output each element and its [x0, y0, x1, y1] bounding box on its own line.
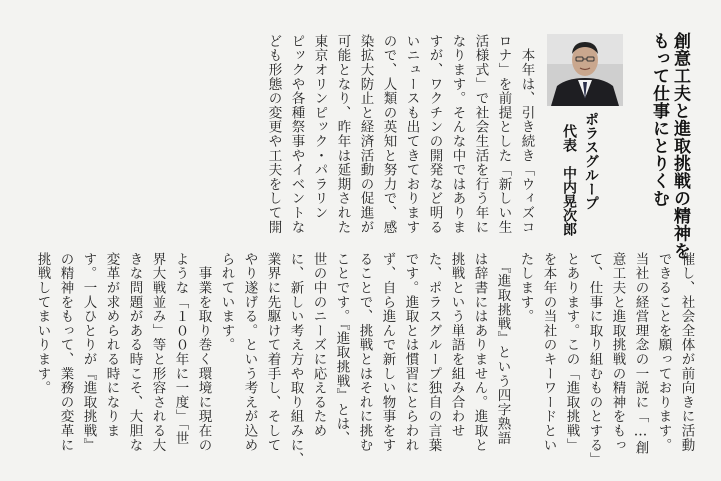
- lower-body-line: を本年の当社のキーワードとい: [540, 252, 557, 453]
- upper-body-line: なります。そんな中ではありま: [449, 34, 466, 235]
- lower-body-line: ことです。『進取挑戦』とは、: [333, 252, 350, 446]
- upper-body-line: いニュースも出てきております: [403, 34, 420, 235]
- lower-body-line: きな問題がある時こそ、大胆な: [126, 252, 143, 453]
- upper-body-line: 可能となり、昨年は延期された: [334, 34, 351, 235]
- upper-body-line: ので、人類の英知と努力で、感: [380, 34, 397, 235]
- lower-body-line: 世の中のニーズに応えるため: [310, 252, 327, 438]
- lower-body-line: ような「１００年に一度」「世: [172, 252, 189, 446]
- lower-body-line: 当社の経営理念の一説に「…創: [632, 252, 649, 455]
- lower-body-line: の精神をもって、業務の変革に: [57, 252, 74, 453]
- upper-body-line: 染拡大防止と経済活動の促進が: [357, 34, 374, 235]
- lower-body-line: す。一人ひとりが『進取挑戦』: [80, 252, 97, 453]
- lower-body-line: 催し、社会全体が前向きに活動: [678, 252, 695, 453]
- lower-body-line: られています。: [218, 252, 235, 353]
- lower-body-line: たします。: [517, 252, 534, 324]
- lower-body-line: 事業を取り巻く環境に現在の: [195, 252, 212, 453]
- lower-body-line: 挑戦という単語を組み合わせ: [448, 252, 465, 438]
- lower-body-line: です。進取とは慣習にとらわれ: [402, 252, 419, 453]
- lower-body-line: 『進取挑戦』という四字熟語: [494, 252, 511, 446]
- lower-body-line: に、新しい考え方や取り組みに、: [287, 252, 304, 467]
- upper-body-line: 活様式」で社会生活を行う年に: [472, 34, 489, 235]
- upper-body-line: 本年は、引き続き「ウィズコ: [518, 34, 535, 235]
- lower-body-line: やり遂げる。という考えが込め: [241, 252, 258, 453]
- lower-body-line: できることを願っております。: [655, 252, 672, 453]
- article-title-line-1: 創意工夫と進取挑戦の精神を: [670, 32, 690, 260]
- portrait-graphic: [547, 34, 623, 106]
- lower-body-line: 業界に先駆けて着手し、そして: [264, 252, 281, 453]
- lower-body-line: た、ポラスグループ独自の言葉: [425, 252, 442, 453]
- lower-body-line: 変革が求められる時になりま: [103, 252, 120, 438]
- upper-body-line: すが、ワクチンの開発など明る: [426, 34, 443, 235]
- lower-body-line: とあります。この「進取挑戦」: [563, 252, 580, 453]
- upper-body-line: ピックや各種祭事やイベントな: [288, 34, 305, 235]
- lower-body-line: て、仕事に取り組むものとする」: [586, 252, 603, 467]
- author-company: ポラスグループ: [583, 112, 599, 210]
- author-portrait: [547, 34, 623, 106]
- article-title-line-2: もって仕事にとりくむ: [649, 32, 669, 207]
- lower-body-line: ることで、挑戦とはそれに挑む: [356, 252, 373, 453]
- upper-body-line: ども形態の変更や工夫をして開: [265, 34, 282, 235]
- lower-body-line: 挑戦してまいります。: [34, 252, 51, 395]
- lower-body-line: ず、自ら進んで新しい物事をす: [379, 252, 396, 453]
- lower-body-line: は辞書にはありません。進取と: [471, 252, 488, 453]
- upper-body-line: ロナ」を前提とした「新しい生: [495, 34, 512, 235]
- author-name: 代表 中内晃次郎: [561, 124, 577, 236]
- lower-body-line: 意工夫と進取挑戦の精神をもっ: [609, 252, 626, 453]
- upper-body-line: 東京オリンピック・パラリン: [311, 34, 328, 220]
- lower-body-line: 界大戦並み」等と形容される大: [149, 252, 166, 453]
